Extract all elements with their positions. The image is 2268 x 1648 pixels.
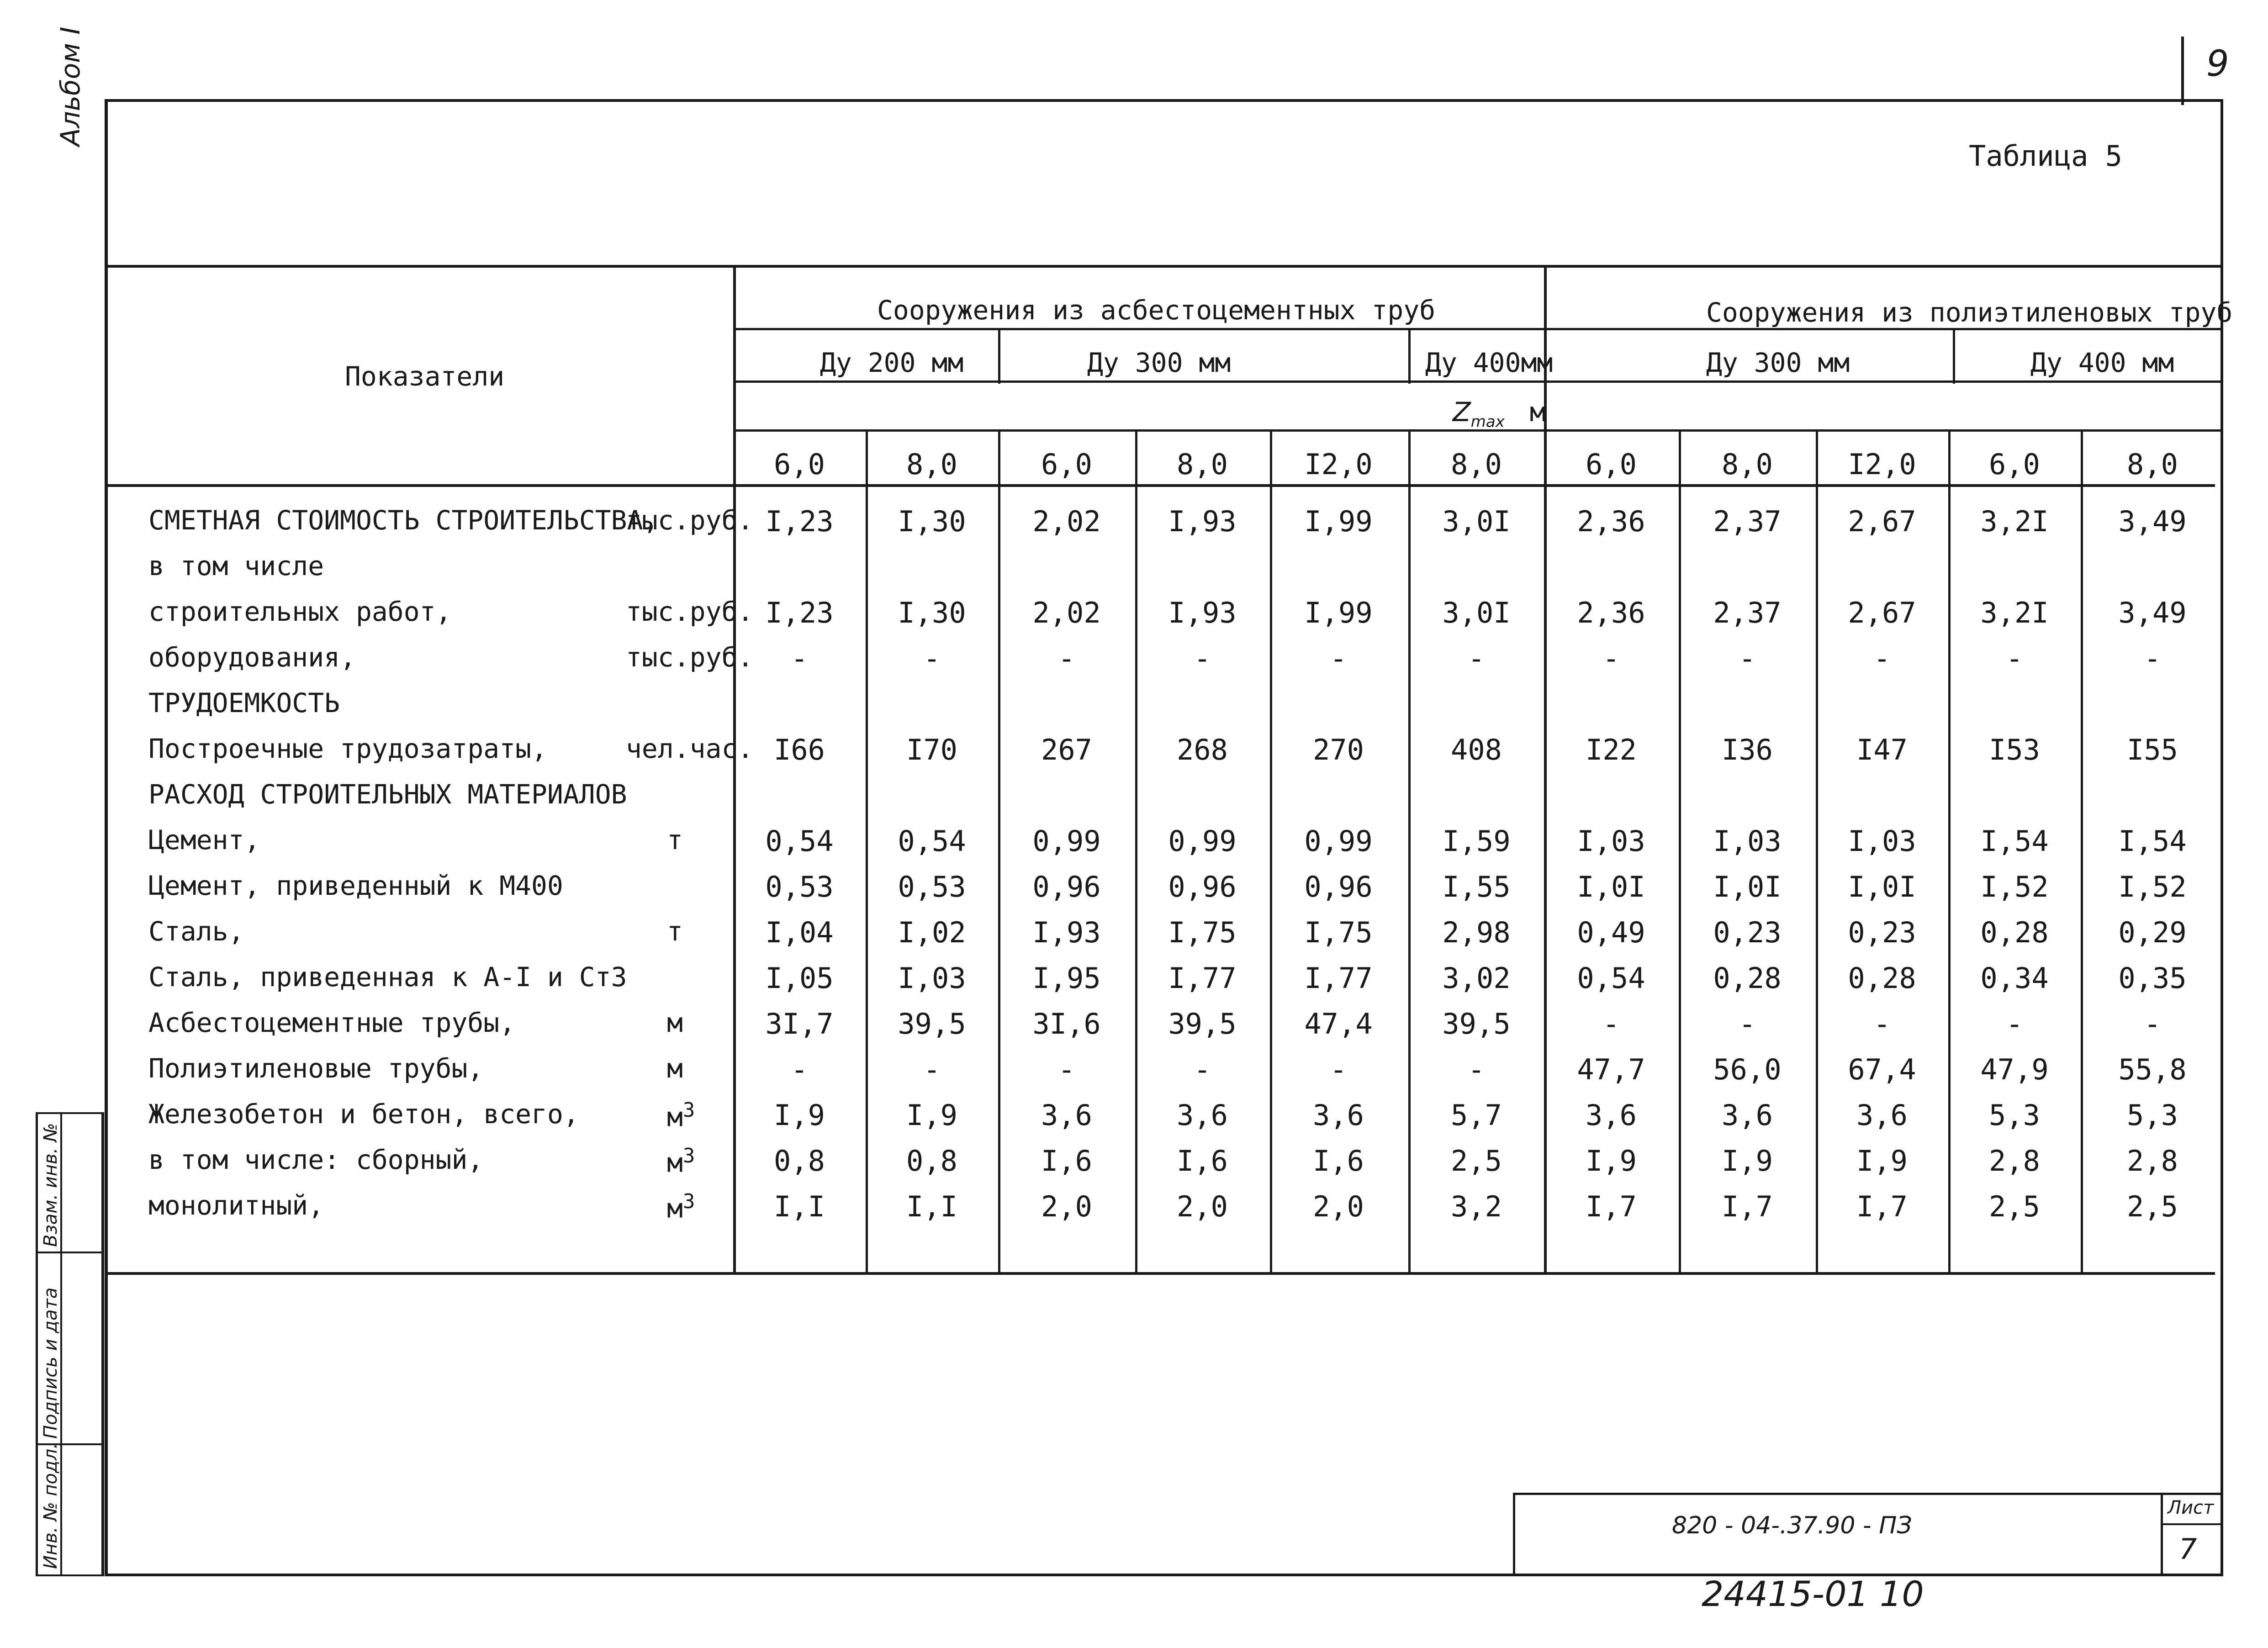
table-cell: 55,8 [2118, 1053, 2187, 1086]
table-cell: 2,67 [1848, 505, 1916, 538]
table-cell: 3,02 [1442, 961, 1511, 995]
table-cell: I70 [906, 733, 957, 766]
table-cell: I,23 [765, 596, 834, 629]
dia-sep-1 [998, 328, 1000, 384]
table-cell: 0,54 [898, 824, 966, 858]
table-cell: I,7 [1586, 1190, 1637, 1223]
table-cell: I,59 [1442, 824, 1511, 858]
table-cell: I,6 [1313, 1144, 1364, 1178]
table-cell: 3,49 [2118, 596, 2187, 629]
table-cell: 3,6 [1313, 1099, 1364, 1132]
row-label: РАСХОД СТРОИТЕЛЬНЫХ МАТЕРИАЛОВ [148, 779, 627, 810]
table-cell: 2,37 [1713, 505, 1782, 538]
stamp-left [1513, 1493, 1515, 1576]
diameter-header: Ду 300 мм [1087, 347, 1231, 378]
stamp-sheet-hsep [2161, 1523, 2223, 1525]
table-cell: I,03 [1713, 824, 1782, 858]
table-cell: 0,54 [765, 824, 834, 858]
table-cell: 2,0 [1313, 1190, 1364, 1223]
unit-superscript: 3 [682, 1190, 695, 1213]
table-cell: - [2006, 642, 2023, 675]
diameter-header: Ду 400 мм [2030, 347, 2174, 378]
row-unit-text: т [667, 824, 683, 856]
table-cell: I,I [774, 1190, 825, 1223]
row-label: оборудования, [148, 642, 356, 673]
row-label: Цемент, приведенный к М400 [148, 870, 563, 901]
row-unit [667, 1099, 695, 1132]
side-stamp-bottom [36, 1574, 104, 1576]
table-cell: 2,5 [1989, 1190, 2040, 1223]
unit-superscript: 3 [682, 1099, 695, 1122]
row-label: в том числе: сборный, [148, 1144, 484, 1175]
row-unit [667, 1053, 683, 1084]
table-cell: I,6 [1041, 1144, 1092, 1178]
table-cell: 47,4 [1304, 1007, 1373, 1041]
depth-unit: м [1529, 396, 1546, 428]
table-cell: I,55 [1442, 870, 1511, 903]
side-stamp-sep-1 [36, 1252, 104, 1253]
table-cell: 3,2 [1451, 1190, 1502, 1223]
table-cell: 2,0 [1041, 1190, 1092, 1223]
header-bottom-border [105, 484, 2215, 487]
table-cell: 0,53 [765, 870, 834, 903]
table-cell: I,03 [1577, 824, 1645, 858]
table-cell: 2,02 [1032, 505, 1101, 538]
table-cell: 5,3 [1989, 1099, 2040, 1132]
table-cell: 3,6 [1177, 1099, 1228, 1132]
table-cell: 3I,6 [1032, 1007, 1101, 1041]
table-cell: 267 [1041, 733, 1092, 766]
table-cell: 3,2I [1980, 596, 2049, 629]
table-cell: 2,8 [2127, 1144, 2178, 1178]
table-cell: 56,0 [1713, 1053, 1782, 1086]
row-unit [667, 1007, 683, 1038]
depth-value: I2,0 [1304, 448, 1373, 481]
header-line-2 [733, 380, 2223, 383]
header-line-1 [733, 328, 2223, 330]
table-cell: I,54 [1980, 824, 2049, 858]
table-cell: 2,0 [1177, 1190, 1228, 1223]
table-cell: 3,0I [1442, 505, 1511, 538]
table-cell: 0,23 [1848, 916, 1916, 949]
bottom-code: 24415-01 10 [1702, 1574, 1924, 1614]
depth-value: 6,0 [1586, 448, 1637, 481]
table-cell: 0,23 [1713, 916, 1782, 949]
table-cell: 0,28 [1713, 961, 1782, 995]
table-cell: 5,3 [2127, 1099, 2178, 1132]
table-cell: - [1330, 1053, 1347, 1086]
row-label: Сталь, [148, 916, 244, 947]
row-unit-text: чел.час. [626, 733, 754, 764]
table-cell: I,95 [1032, 961, 1101, 995]
table-cell: - [2144, 642, 2161, 675]
row-unit [667, 1190, 695, 1224]
depth-value: 8,0 [2127, 448, 2178, 481]
table-cell: I,75 [1304, 916, 1373, 949]
row-unit-text: м [667, 1147, 683, 1178]
table-cell: - [791, 1053, 808, 1086]
table-cell: - [2006, 1007, 2023, 1041]
depth-value: 8,0 [1177, 448, 1228, 481]
table-cell: - [1058, 642, 1075, 675]
table-caption: Таблица 5 [1969, 139, 2122, 173]
row-unit-text: м [667, 1101, 683, 1133]
table-cell: I,9 [906, 1099, 957, 1132]
depth-value: 8,0 [1722, 448, 1773, 481]
table-cell: 5,7 [1451, 1099, 1502, 1132]
table-cell: I55 [2127, 733, 2178, 766]
table-cell: 0,99 [1168, 824, 1237, 858]
table-cell: I,0I [1848, 870, 1916, 903]
table-cell: - [1194, 1053, 1211, 1086]
table-cell: 67,4 [1848, 1053, 1916, 1086]
table-cell: I,30 [898, 596, 966, 629]
table-cell: 3,0I [1442, 596, 1511, 629]
table-cell: I,23 [765, 505, 834, 538]
col-sep-10 [2081, 429, 2083, 1275]
table-cell: I,52 [2118, 870, 2187, 903]
table-cell: - [1739, 1007, 1756, 1041]
row-label: СМЕТНАЯ СТОИМОСТЬ СТРОИТЕЛЬСТВА, [148, 505, 659, 536]
dia-sep-3 [1953, 328, 1955, 384]
row-label: в том числе [148, 550, 324, 581]
table-cell: 2,36 [1577, 596, 1645, 629]
table-cell: I,03 [1848, 824, 1916, 858]
table-cell: 2,36 [1577, 505, 1645, 538]
table-cell: I,99 [1304, 505, 1373, 538]
table-cell: I,03 [898, 961, 966, 995]
table-cell: - [1873, 1007, 1891, 1041]
row-unit [667, 1144, 695, 1178]
table-cell: 0,8 [774, 1144, 825, 1178]
table-cell: 2,5 [1451, 1144, 1502, 1178]
row-label: ТРУДОЕМКОСТЬ [148, 687, 340, 718]
row-label: Асбестоцементные трубы, [148, 1007, 516, 1038]
group-asbestos-header: Сооружения из асбестоцементных труб [877, 295, 1436, 326]
depth-value: 6,0 [1041, 448, 1092, 481]
table-cell: - [1602, 642, 1620, 675]
depth-value: 6,0 [1989, 448, 2040, 481]
table-cell: I,I [906, 1190, 957, 1223]
table-cell: 0,99 [1032, 824, 1101, 858]
row-unit-text: тыс.руб. [626, 596, 754, 627]
dia-sep-2 [1408, 328, 1411, 384]
table-cell: 3I,7 [765, 1007, 834, 1041]
album-label: Альбом I [55, 26, 86, 146]
table-cell: 2,8 [1989, 1144, 2040, 1178]
table-cell: 270 [1313, 733, 1364, 766]
depth-value: 8,0 [1451, 448, 1502, 481]
table-cell: 0,99 [1304, 824, 1373, 858]
table-cell: - [1330, 642, 1347, 675]
table-cell: 0,34 [1980, 961, 2049, 995]
table-cell: 3,6 [1856, 1099, 1908, 1132]
table-cell: 3,49 [2118, 505, 2187, 538]
row-label: Сталь, приведенная к А-I и Ст3 [148, 961, 627, 993]
stamp-top [1513, 1493, 2223, 1495]
table-cell: I,99 [1304, 596, 1373, 629]
group-poly-header: Сооружения из полиэтиленовых труб [1706, 297, 2233, 328]
table-cell: - [1739, 642, 1756, 675]
table-cell: 39,5 [898, 1007, 966, 1041]
table-cell: 268 [1177, 733, 1228, 766]
side-stamp-label-inv: Инв. № подл. [40, 1443, 61, 1569]
table-cell: 2,5 [2127, 1190, 2178, 1223]
table-cell: 2,98 [1442, 916, 1511, 949]
row-label: Цемент, [148, 824, 260, 856]
table-cell: I47 [1856, 733, 1908, 766]
diameter-header: Ду 400мм [1425, 347, 1553, 378]
diameter-header: Ду 200 мм [820, 347, 964, 378]
side-stamp-border-right [101, 1112, 104, 1576]
table-cell: I66 [774, 733, 825, 766]
table-cell: 0,96 [1032, 870, 1101, 903]
side-stamp-border-left [36, 1112, 38, 1576]
table-cell: - [1468, 642, 1485, 675]
stamp-doc-code: 820 - 04-.37.90 - ПЗ [1672, 1512, 1912, 1539]
table-cell: 408 [1451, 733, 1502, 766]
table-cell: 3,6 [1041, 1099, 1092, 1132]
table-cell: 0,35 [2118, 961, 2187, 995]
row-unit-text: тыс.руб. [626, 505, 754, 536]
table-cell: 2,67 [1848, 596, 1916, 629]
depth-value: 8,0 [906, 448, 957, 481]
table-cell: I,30 [898, 505, 966, 538]
side-stamp-label-sign: Подпись и дата [40, 1287, 61, 1439]
row-label: монолитный, [148, 1190, 324, 1221]
depth-symbol: Z [1453, 396, 1471, 428]
row-label: Полиэтиленовые трубы, [148, 1053, 484, 1084]
table-cell: 39,5 [1442, 1007, 1511, 1041]
table-cell: I,6 [1177, 1144, 1228, 1178]
table-cell: I,0I [1577, 870, 1645, 903]
table-cell: 0,28 [1980, 916, 2049, 949]
table-cell: - [1602, 1007, 1620, 1041]
table-cell: I,93 [1032, 916, 1101, 949]
page-number: 9 [2206, 43, 2229, 85]
row-unit-text: м [667, 1007, 683, 1038]
table-cell: I,05 [765, 961, 834, 995]
table-cell: I,75 [1168, 916, 1237, 949]
table-cell: 39,5 [1168, 1007, 1237, 1041]
table-cell: - [1873, 642, 1891, 675]
depth-label [1453, 396, 1546, 431]
table-cell: I22 [1586, 733, 1637, 766]
depth-value: I2,0 [1848, 448, 1916, 481]
indicators-header: Показатели [345, 361, 505, 392]
row-label: строительных работ, [148, 596, 452, 627]
table-cell: I,02 [898, 916, 966, 949]
table-cell: 0,8 [906, 1144, 957, 1178]
table-cell: 0,96 [1168, 870, 1237, 903]
table-cell: I,9 [774, 1099, 825, 1132]
table-cell: 3,2I [1980, 505, 2049, 538]
row-unit-text: т [667, 916, 683, 947]
table-cell: 0,54 [1577, 961, 1645, 995]
table-cell: I,7 [1856, 1190, 1908, 1223]
row-unit-text: м [667, 1193, 683, 1224]
table-cell: I,93 [1168, 505, 1237, 538]
table-cell: I,77 [1168, 961, 1237, 995]
table-cell: - [1194, 642, 1211, 675]
table-cell: 0,29 [2118, 916, 2187, 949]
table-cell: I,7 [1722, 1190, 1773, 1223]
table-cell: I,9 [1722, 1144, 1773, 1178]
table-cell: I,9 [1586, 1144, 1637, 1178]
table-top-border [105, 265, 2223, 268]
stamp-sheet-number: 7 [2179, 1532, 2197, 1566]
table-cell: I,9 [1856, 1144, 1908, 1178]
table-cell: I,54 [2118, 824, 2187, 858]
table-cell: 47,7 [1577, 1053, 1645, 1086]
row-label: Железобетон и бетон, всего, [148, 1099, 579, 1130]
table-cell: I36 [1722, 733, 1773, 766]
table-cell: I53 [1989, 733, 2040, 766]
table-cell: 2,02 [1032, 596, 1101, 629]
side-stamp-top [36, 1112, 104, 1114]
table-cell: - [923, 642, 941, 675]
table-cell: 0,28 [1848, 961, 1916, 995]
table-cell: 0,53 [898, 870, 966, 903]
page-number-divider [2181, 37, 2184, 105]
table-cell: - [923, 1053, 941, 1086]
table-cell: 2,37 [1713, 596, 1782, 629]
stamp-sheet-label: Лист [2168, 1497, 2214, 1518]
table-cell: 0,96 [1304, 870, 1373, 903]
side-stamp-label-replace: Взам. инв. № [40, 1123, 61, 1247]
diameter-header: Ду 300 мм [1706, 347, 1850, 378]
table-bottom-border [105, 1272, 2215, 1275]
row-unit-text: м [667, 1053, 683, 1084]
table-cell: I,77 [1304, 961, 1373, 995]
table-cell: - [791, 642, 808, 675]
row-unit [667, 824, 683, 856]
table-cell: 3,6 [1722, 1099, 1773, 1132]
row-label: Построечные трудозатраты, [148, 733, 547, 764]
table-cell: I,93 [1168, 596, 1237, 629]
row-unit [667, 916, 683, 947]
table-cell: 0,49 [1577, 916, 1645, 949]
table-cell: - [1058, 1053, 1075, 1086]
table-cell: I,52 [1980, 870, 2049, 903]
table-cell: 47,9 [1980, 1053, 2049, 1086]
table-cell: I,0I [1713, 870, 1782, 903]
table-cell: - [2144, 1007, 2161, 1041]
unit-superscript: 3 [682, 1144, 695, 1167]
row-unit-text: тыс.руб. [626, 642, 754, 673]
depth-value: 6,0 [774, 448, 825, 481]
table-cell: - [1468, 1053, 1485, 1086]
table-cell: 3,6 [1586, 1099, 1637, 1132]
table-cell: I,04 [765, 916, 834, 949]
stamp-sheet-sep [2161, 1493, 2163, 1576]
depth-subscript: max [1470, 412, 1505, 431]
